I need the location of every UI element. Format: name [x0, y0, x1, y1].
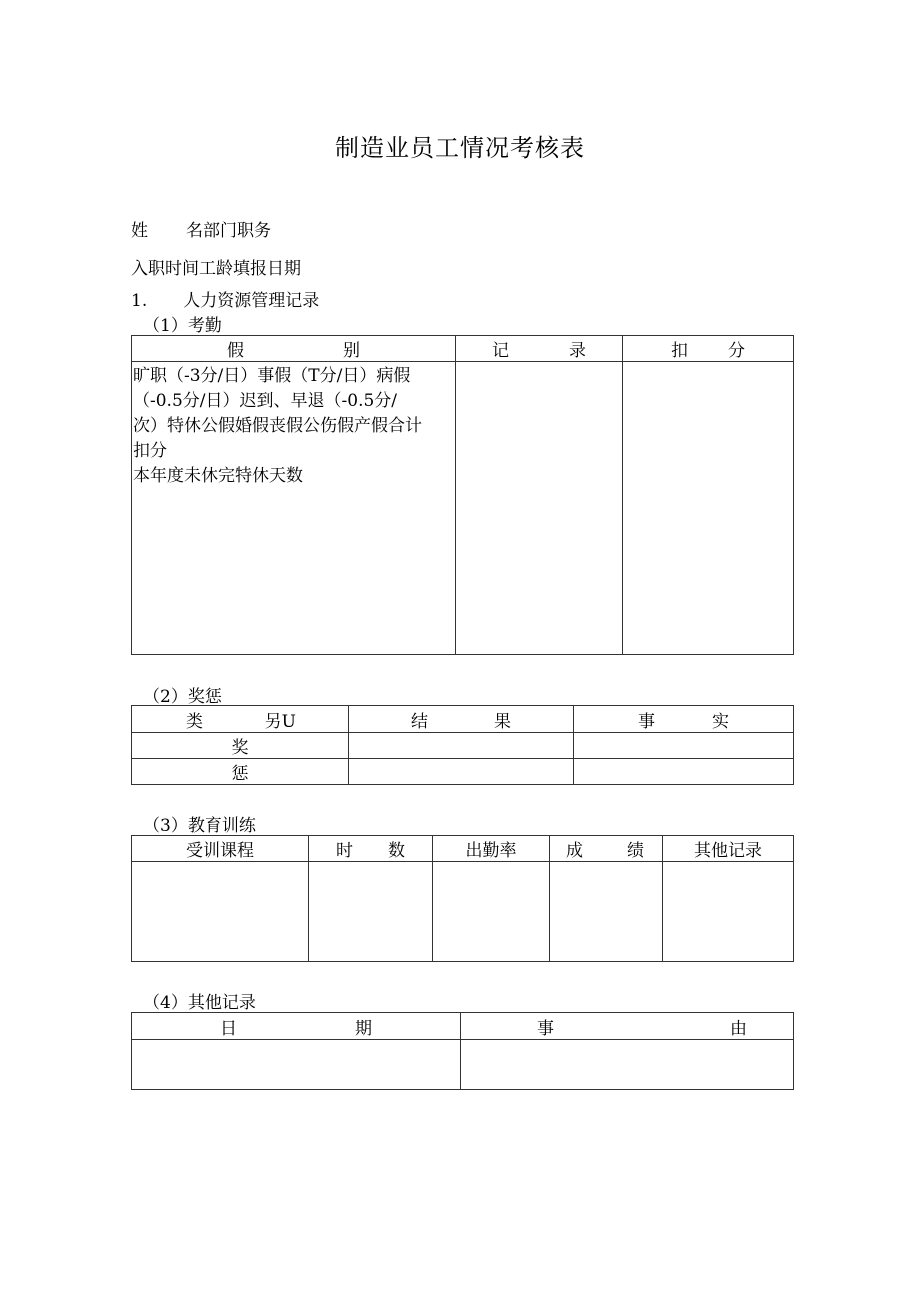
attendance-body-row — [132, 362, 794, 655]
other-body-row — [132, 1040, 794, 1090]
other-reason-cell[interactable] — [461, 1040, 794, 1090]
other-header-row — [132, 1013, 794, 1040]
training-header-row — [132, 836, 794, 862]
attendance-line: 次）特休公假婚假丧假公伤假产假合计 — [133, 416, 422, 436]
other-records-heading: （4）其他记录 — [143, 993, 256, 1013]
info-line-2: 入职时间工龄填报日期 — [131, 259, 301, 279]
punishment-label: 惩 — [132, 759, 349, 785]
attendance-table — [131, 335, 794, 655]
attendance-line: 旷职（-3分/日）事假（T分/日）病假 — [133, 366, 411, 386]
rewards-heading: （2）奖惩 — [143, 687, 222, 707]
attendance-header-deduction: 扣 分 — [623, 336, 794, 362]
section-1-heading — [131, 286, 319, 311]
other-records-table — [131, 1012, 794, 1090]
attendance-header-record: 记 录 — [456, 336, 623, 362]
attendance-heading: （1）考勤 — [143, 316, 222, 336]
reward-result-cell[interactable] — [349, 733, 574, 759]
training-header-hours: 时 数 — [309, 836, 433, 862]
training-header-score: 成 绩 — [550, 836, 663, 862]
name-label-b: 名部门职务 — [186, 221, 271, 241]
training-hours-cell[interactable] — [309, 862, 433, 962]
other-header-date: 日 期 — [132, 1013, 461, 1040]
training-course-cell[interactable] — [132, 862, 309, 962]
attendance-header-row — [132, 336, 794, 362]
training-header-course: 受训课程 — [132, 836, 309, 862]
attendance-line: （-0.5分/日）迟到、早退（-0.5分/ — [133, 391, 398, 411]
reward-label: 奖 — [132, 733, 349, 759]
other-header-reason: 事 由 — [461, 1013, 794, 1040]
attendance-record-cell[interactable] — [456, 362, 623, 655]
name-label-a: 姓 — [131, 221, 148, 241]
punishment-result-cell[interactable] — [349, 759, 574, 785]
training-score-cell[interactable] — [550, 862, 663, 962]
reward-fact-cell[interactable] — [574, 733, 794, 759]
training-header-other: 其他记录 — [663, 836, 794, 862]
attendance-type-cell — [132, 362, 456, 655]
training-body-row — [132, 862, 794, 962]
rewards-header-row — [132, 706, 794, 733]
attendance-line: 扣分 — [133, 441, 167, 461]
rewards-header-category: 类 另U — [132, 706, 349, 733]
training-heading: （3）教育训练 — [143, 816, 256, 836]
section-1-label: 人力资源管理记录 — [183, 291, 320, 311]
attendance-deduction-cell[interactable] — [623, 362, 794, 655]
training-attendance-cell[interactable] — [433, 862, 550, 962]
rewards-table — [131, 705, 794, 785]
other-date-cell[interactable] — [132, 1040, 461, 1090]
rewards-header-result: 结 果 — [349, 706, 574, 733]
training-table — [131, 835, 794, 962]
training-other-cell[interactable] — [663, 862, 794, 962]
page-title: 制造业员工情况考核表 — [335, 134, 585, 162]
section-1-number: 1. — [131, 291, 148, 311]
training-header-attendance-rate: 出勤率 — [433, 836, 550, 862]
rewards-row-punishment — [132, 759, 794, 785]
attendance-header-type: 假 别 — [132, 336, 456, 362]
rewards-header-fact: 事 实 — [574, 706, 794, 733]
attendance-line: 本年度未休完特休天数 — [133, 466, 303, 486]
rewards-row-reward — [132, 733, 794, 759]
info-line-1 — [131, 216, 271, 241]
punishment-fact-cell[interactable] — [574, 759, 794, 785]
